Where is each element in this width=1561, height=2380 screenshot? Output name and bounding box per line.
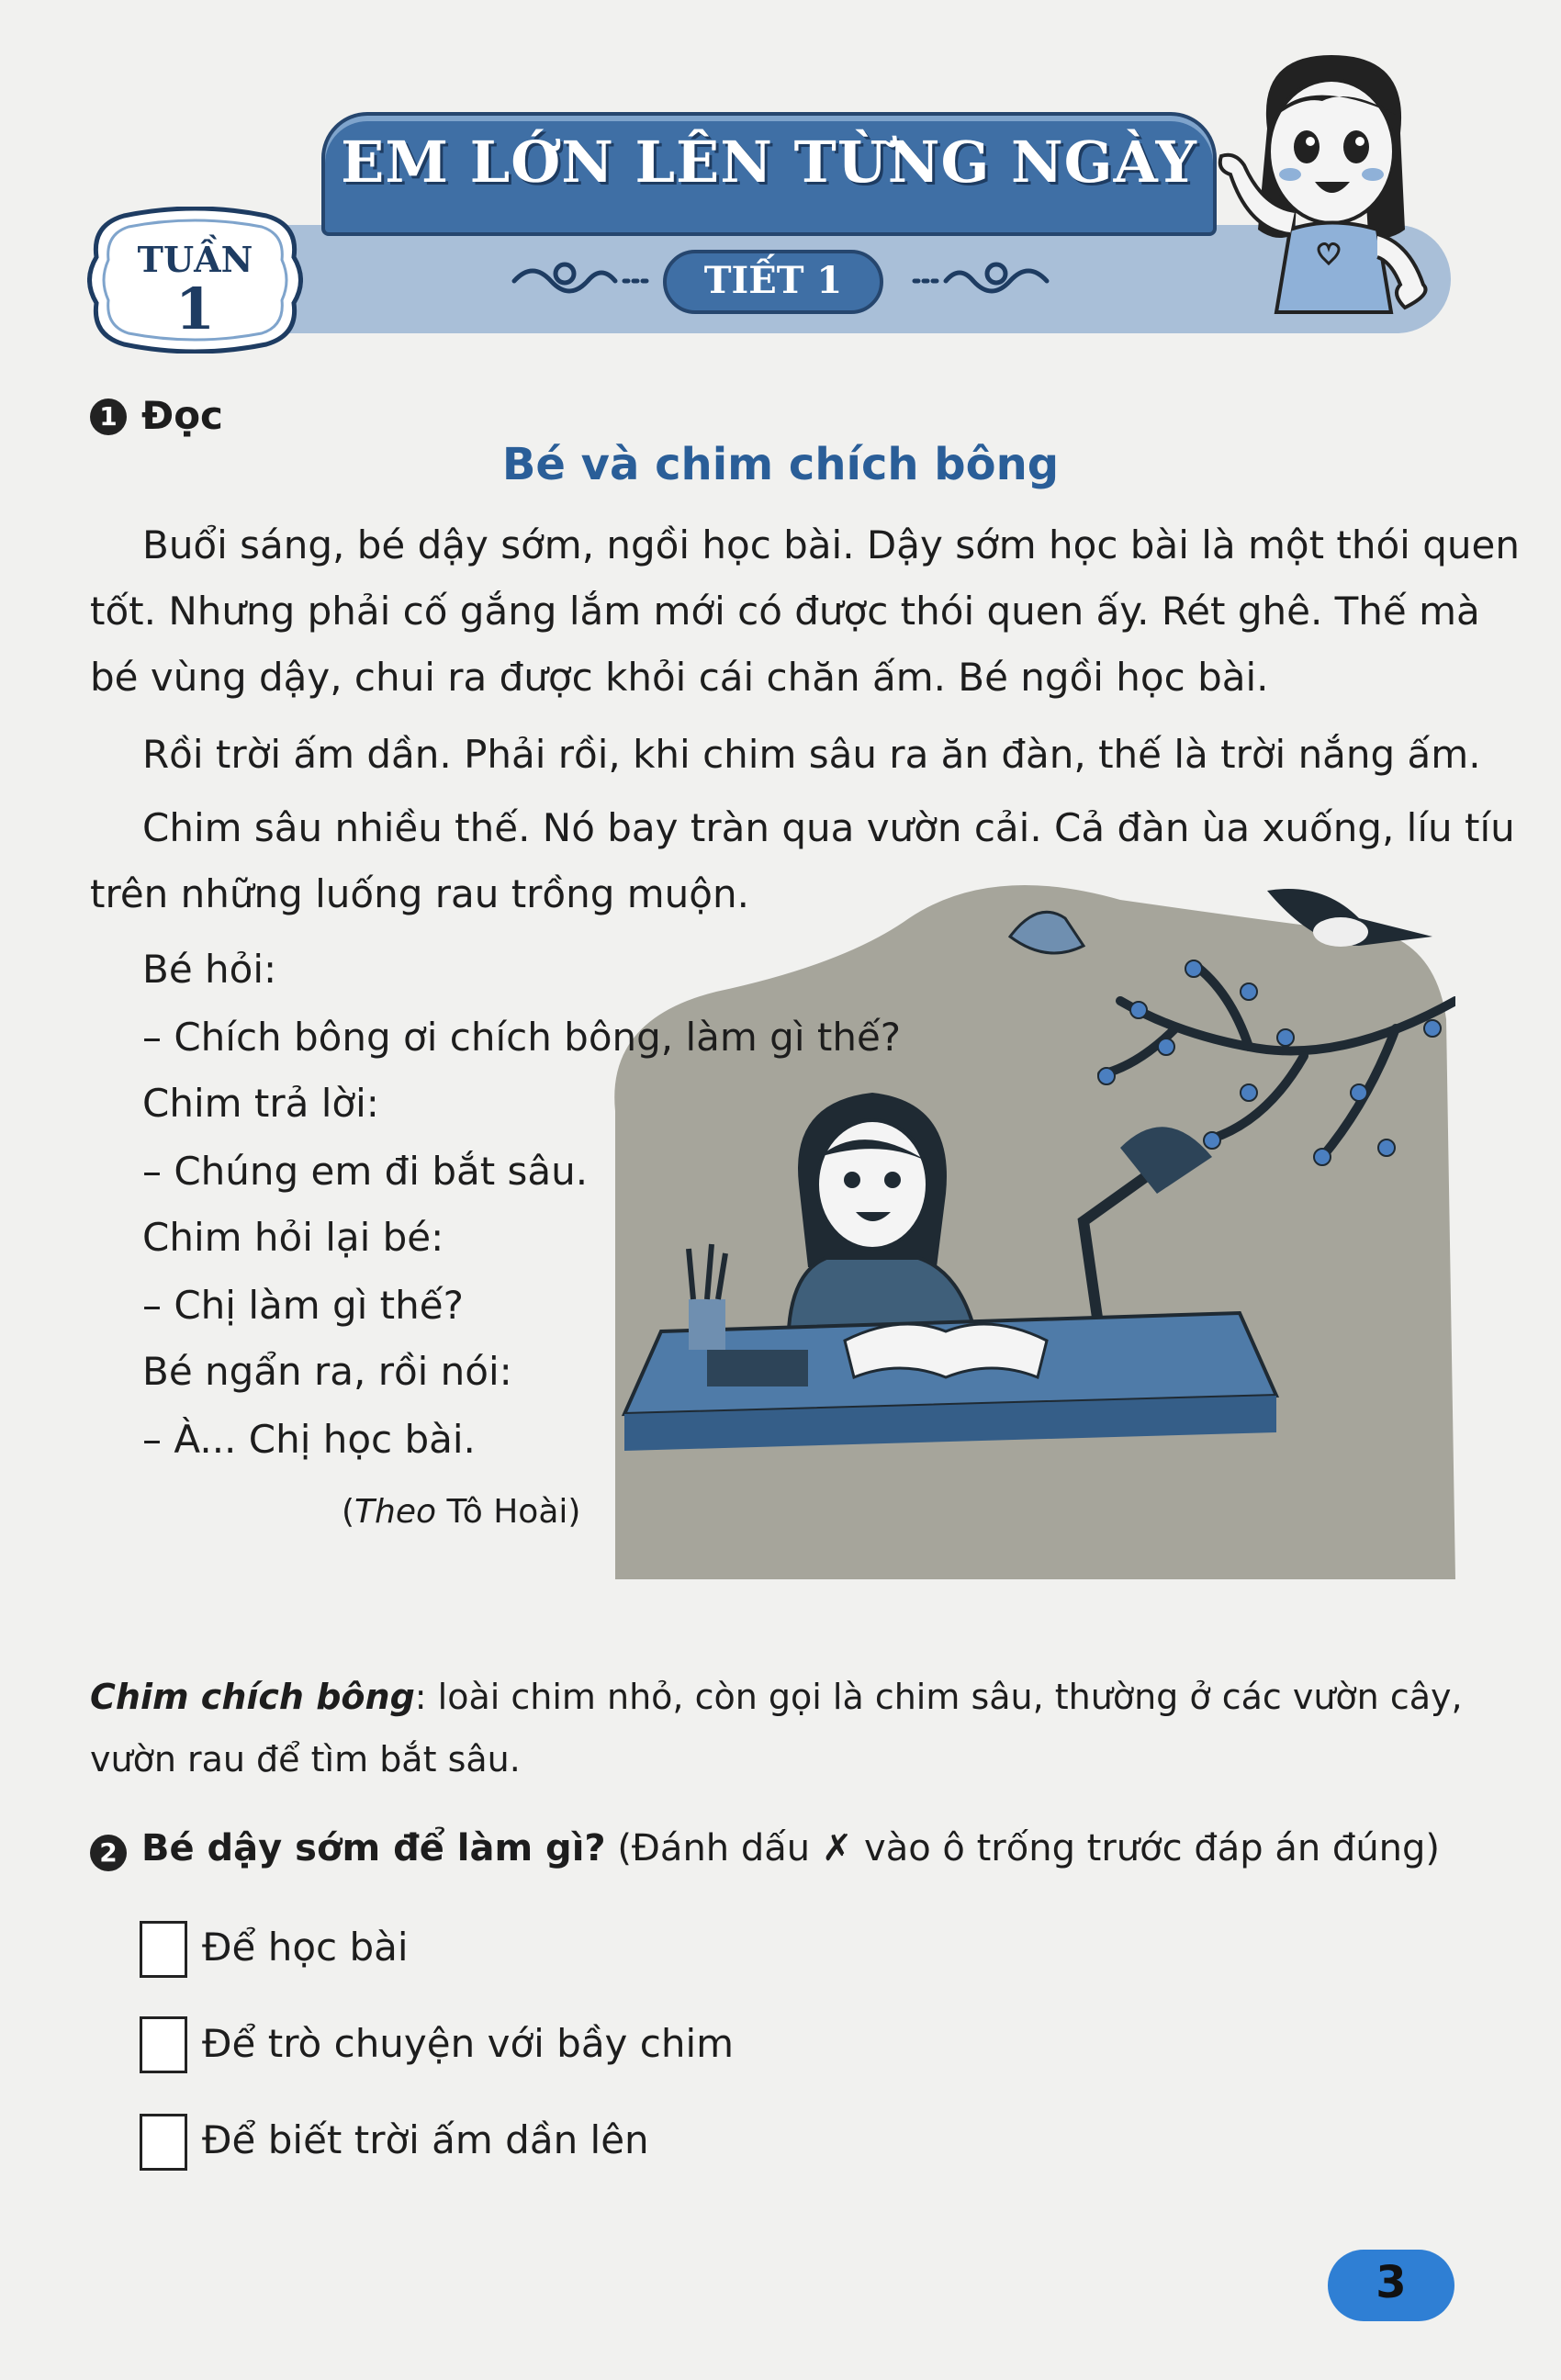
paragraph-1-line-2: tốt. Nhưng phải cố gắng lắm mới có được thói quen ấy. Rét ghê. Thế mà (90, 589, 1480, 634)
dialogue-line-2: – Chích bông ơi chích bông, làm gì thế? (142, 1015, 902, 1060)
lesson-label: TIẾT 1 (703, 259, 843, 302)
x-mark-icon: ✗ (821, 1827, 853, 1869)
glossary-line-1: Chim chích bông: loài chim nhỏ, còn gọi là chim sâu, thường ở các vườn cây, (90, 1677, 1463, 1717)
dialogue-line-6: – Chị làm gì thế? (142, 1283, 464, 1328)
dialogue-line-4: – Chúng em đi bắt sâu. (142, 1149, 589, 1194)
story-source: (Theo Tô Hoài) (342, 1493, 581, 1531)
dialogue-line-7: Bé ngẩn ra, rồi nói: (142, 1349, 512, 1394)
girl-studying-illustration (606, 881, 1455, 1579)
answer-option-2: Để trò chuyện với bầy chim (202, 2021, 735, 2066)
section-2-question: Bé dậy sớm để làm gì? (Đánh dấu ✗ vào ô trống trước đáp án đúng) (141, 1827, 1441, 1869)
paragraph-1-line-1: Buổi sáng, bé dậy sớm, ngồi học bài. Dậy sớm học bài là một thói quen (142, 522, 1520, 567)
chapter-title: EM LỚN LÊN TỪNG NGÀY (341, 129, 1197, 196)
paragraph-3-line-2: trên những luống rau trồng muộn. (90, 871, 749, 916)
section-1-number: 1 (90, 399, 127, 435)
answer-option-1: Để học bài (202, 1925, 409, 1970)
glossary-term: Chim chích bông (90, 1677, 415, 1717)
answer-option-3: Để biết trời ấm dần lên (202, 2117, 649, 2162)
week-number: 1 (174, 275, 216, 342)
paragraph-2: Rồi trời ấm dần. Phải rồi, khi chim sâu ra ăn đàn, thế là trời nắng ấm. (142, 732, 1481, 777)
answer-checkbox-1[interactable] (140, 1921, 187, 1978)
answer-checkbox-3[interactable] (140, 2114, 187, 2171)
girl-mascot-illustration (1212, 46, 1451, 349)
story-title: Bé và chim chích bông (501, 439, 1060, 490)
dialogue-line-3: Chim trả lời: (142, 1081, 379, 1126)
paragraph-1-line-3: bé vùng dậy, chui ra được khỏi cái chăn ấm. Bé ngồi học bài. (90, 655, 1269, 700)
dialogue-line-1: Bé hỏi: (142, 947, 277, 992)
week-label: TUẦN (137, 239, 253, 280)
dialogue-line-5: Chim hỏi lại bé: (142, 1215, 444, 1260)
answer-checkbox-2[interactable] (140, 2016, 187, 2073)
section-1-title: Đọc (141, 393, 223, 438)
dialogue-line-8: – À... Chị học bài. (142, 1417, 476, 1462)
page-number: 3 (1376, 2257, 1407, 2308)
glossary-line-2: vườn rau để tìm bắt sâu. (90, 1739, 521, 1779)
paragraph-3-line-1: Chim sâu nhiều thế. Nó bay tràn qua vườn cải. Cả đàn ùa xuống, líu tíu (142, 805, 1515, 850)
section-2-number: 2 (90, 1835, 127, 1871)
